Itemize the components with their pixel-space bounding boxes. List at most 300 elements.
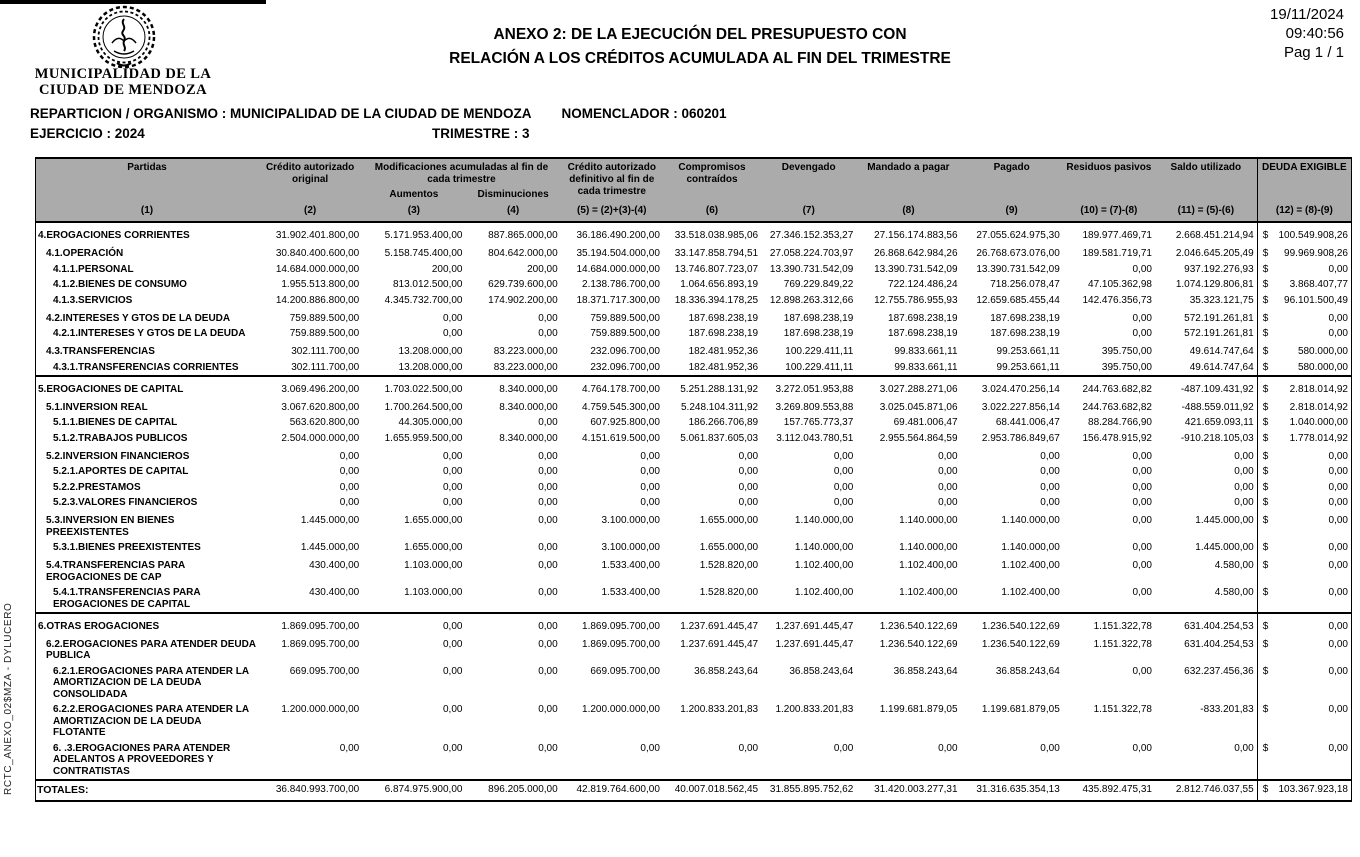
amount-cell: 1.237.691.445,47 xyxy=(775,620,854,632)
amount-cell: 1.236.540.122,69 xyxy=(879,638,958,650)
currency-symbol: $ xyxy=(1262,279,1269,290)
currency-symbol: $ xyxy=(1262,346,1269,357)
partida-label: 5.1.INVERSION REAL xyxy=(46,401,148,413)
report-code-vertical: RCTC_ANEXO_02$MZA - DYLUCERO xyxy=(3,602,14,795)
amount-cell: 759.889.500,00 xyxy=(289,312,360,324)
amount-cell: 1.528.820,00 xyxy=(699,560,759,571)
amount-cell: 0,00 xyxy=(538,328,558,339)
report-info-line2 xyxy=(30,126,730,141)
amount-cell: 1.151.322,78 xyxy=(1093,638,1152,650)
partida-label: 6.2.1.EROGACIONES PARA ATENDER LA AMORTIZACION DE LA DEUDA CONSOLIDADA xyxy=(53,665,249,700)
amount-cell: 0,00 xyxy=(1132,328,1152,339)
amount-cell: -910.218.105,03 xyxy=(1180,432,1254,444)
deuda-exigible-cell xyxy=(1257,292,1351,308)
col-header-compromisos: Compromisos contraídos xyxy=(663,158,761,201)
deuda-amount: 0,00 xyxy=(1328,587,1348,598)
amount-cell: 49.614.747,64 xyxy=(1189,346,1254,357)
amount-cell: 563.620.800,00 xyxy=(289,417,360,428)
amount-cell: 0,00 xyxy=(1132,450,1152,462)
amount-cell: 200,00 xyxy=(431,263,463,275)
deuda-exigible-cell xyxy=(1257,277,1351,293)
table-row xyxy=(36,308,1352,326)
col-header-saldo: Saldo utilizado xyxy=(1155,158,1257,201)
amount-cell: 607.925.800,00 xyxy=(590,417,660,428)
amount-cell: 1.869.095.700,00 xyxy=(281,620,360,632)
amount-cell: 99.833.661,11 xyxy=(856,359,960,376)
amount-cell: 0,00 xyxy=(339,742,360,754)
amount-cell: 244.763.682,82 xyxy=(1082,401,1152,413)
amount-cell: 27.156.174.883,56 xyxy=(874,230,958,241)
deuda-exigible-cell xyxy=(1257,261,1351,277)
amount-cell: 0,00 xyxy=(443,450,463,462)
col-header-credito-original: Crédito autorizado original xyxy=(258,158,362,201)
amount-cell: 83.223.000,00 xyxy=(465,359,560,376)
amount-cell: 421.659.093,11 xyxy=(1184,417,1254,428)
currency-symbol: $ xyxy=(1262,620,1269,632)
amount-cell: 0,00 xyxy=(1132,542,1152,553)
org-name xyxy=(14,66,232,98)
deuda-exigible-cell xyxy=(1257,495,1351,511)
amount-cell: 1.955.513.800,00 xyxy=(281,279,360,290)
amount-cell: 186.266.706,89 xyxy=(688,417,759,428)
deuda-exigible-cell xyxy=(1257,359,1351,376)
deuda-amount: 0,00 xyxy=(1328,742,1348,754)
amount-cell: 0,00 xyxy=(1063,585,1155,613)
col-num-12: (12) = (8)-(9) xyxy=(1257,201,1351,222)
total-amount-cell: 42.819.764.600,00 xyxy=(561,780,663,801)
col-num-2: (2) xyxy=(258,201,362,222)
currency-symbol: $ xyxy=(1262,328,1269,339)
amount-cell: 395.750,00 xyxy=(1063,359,1155,376)
amount-cell: 302.111.700,00 xyxy=(258,359,362,376)
currency-symbol: $ xyxy=(1262,312,1269,324)
amount-cell: 0,00 xyxy=(538,704,558,715)
amount-cell: 0,00 xyxy=(538,497,558,508)
col-num-9: (9) xyxy=(961,201,1063,222)
amount-cell: 669.095.700,00 xyxy=(590,665,660,677)
partida-label: 4.1.1.PERSONAL xyxy=(53,263,134,275)
total-amount-cell: 36.840.993.700,00 xyxy=(258,780,362,801)
amount-cell: 0,00 xyxy=(538,742,558,754)
table-row xyxy=(36,446,1352,464)
deuda-amount: 0,00 xyxy=(1328,542,1348,553)
amount-cell: 200,00 xyxy=(527,263,558,275)
amount-cell: -487.109.431,92 xyxy=(1180,383,1254,395)
amount-cell: 0,00 xyxy=(538,560,558,571)
totals-row xyxy=(36,780,1352,801)
deuda-amount: 0,00 xyxy=(1328,450,1348,462)
report-title-line1: ANEXO 2: DE LA EJECUCIÓN DEL PRESUPUESTO CON xyxy=(493,26,907,43)
partida-label: 5.4.TRANSFERENCIAS PARA EROGACIONES DE CAP xyxy=(46,560,185,583)
amount-cell: 36.858.243,64 xyxy=(995,665,1060,677)
table-header xyxy=(36,158,1352,222)
amount-cell: 629.739.600,00 xyxy=(488,279,558,290)
amount-cell: 1.655.000,00 xyxy=(699,542,759,553)
partida-label: 5.2.2.PRESTAMOS xyxy=(53,481,141,493)
currency-symbol: $ xyxy=(1262,704,1269,715)
amount-cell: 759.889.500,00 xyxy=(590,328,660,339)
deuda-exigible-cell xyxy=(1257,780,1351,801)
deuda-exigible-cell xyxy=(1257,634,1351,664)
amount-cell: 187.698.238,19 xyxy=(990,312,1060,324)
amount-cell: 1.102.400,00 xyxy=(1001,560,1060,571)
amount-cell: 244.763.682,82 xyxy=(1082,383,1152,395)
amount-cell: 1.655.000,00 xyxy=(699,515,759,526)
amount-cell: 0,00 xyxy=(1234,497,1254,508)
partida-label: 5.2.1.APORTES DE CAPITAL xyxy=(53,466,189,477)
amount-cell: 430.400,00 xyxy=(309,560,360,571)
amount-cell: 5.248.104.311,92 xyxy=(681,401,759,413)
amount-cell: 182.481.952,36 xyxy=(688,346,759,357)
currency-symbol: $ xyxy=(1262,294,1269,306)
deuda-amount: 0,00 xyxy=(1328,328,1348,339)
currency-symbol: $ xyxy=(1262,515,1269,526)
amount-cell: 1.140.000,00 xyxy=(794,515,854,526)
amount-cell: 2.504.000.000,00 xyxy=(281,432,360,444)
amount-cell: 36.858.243,64 xyxy=(789,665,854,677)
table-row xyxy=(36,415,1352,431)
partida-label: 4.2.1.INTERESES Y GTOS DE LA DEUDA xyxy=(53,328,246,339)
deuda-exigible-cell xyxy=(1257,740,1351,780)
amount-cell: 0,00 xyxy=(938,466,958,477)
currency-symbol: $ xyxy=(1262,248,1269,259)
table-row xyxy=(36,663,1352,702)
table-row xyxy=(36,464,1352,480)
col-num-4: (4) xyxy=(465,201,560,222)
amount-cell: 0,00 xyxy=(443,704,463,715)
partida-label: 5.1.1.BIENES DE CAPITAL xyxy=(53,417,178,428)
table-row xyxy=(36,702,1352,741)
deuda-exigible-cell xyxy=(1257,308,1351,326)
amount-cell: 1.103.000,00 xyxy=(362,585,465,613)
table-row xyxy=(36,326,1352,342)
amount-cell: 4.151.619.500,00 xyxy=(582,432,660,444)
amount-cell: 0,00 xyxy=(538,312,558,324)
deuda-exigible-cell xyxy=(1257,555,1351,585)
amount-cell: 232.096.700,00 xyxy=(590,346,660,357)
table-row xyxy=(36,495,1352,511)
amount-cell: 3.025.045.871,06 xyxy=(879,401,958,413)
amount-cell: 813.012.500,00 xyxy=(392,279,463,290)
amount-cell: 0,00 xyxy=(443,328,463,339)
amount-cell: 1.533.400,00 xyxy=(561,585,663,613)
amount-cell: 887.865.000,00 xyxy=(488,230,558,241)
amount-cell: 33.518.038.985,06 xyxy=(674,230,759,241)
amount-cell: 0,00 xyxy=(538,466,558,477)
partida-label: 5.2.INVERSION FINANCIEROS xyxy=(46,450,190,462)
amount-cell: 2.668.451.214,94 xyxy=(1175,230,1254,241)
deuda-amount: 0,00 xyxy=(1328,620,1348,632)
amount-cell: 0,00 xyxy=(538,515,558,526)
col-header-partidas: Partidas xyxy=(36,158,259,201)
amount-cell: 1.700.264.500,00 xyxy=(384,401,463,413)
amount-cell: 0,00 xyxy=(339,450,360,462)
amount-cell: 47.105.362,98 xyxy=(1088,279,1152,290)
amount-cell: 3.069.496.200,00 xyxy=(281,383,360,395)
deuda-exigible-cell xyxy=(1257,397,1351,415)
amount-cell: 1.445.000,00 xyxy=(300,542,360,553)
amount-cell: 8.340.000,00 xyxy=(499,383,558,395)
amount-cell: 1.200.000.000,00 xyxy=(582,704,660,715)
amount-cell: 0,00 xyxy=(443,497,463,508)
amount-cell: 187.698.238,19 xyxy=(688,328,759,339)
col-num-3: (3) xyxy=(362,201,465,222)
partida-label: 5.3.1.BIENES PREEXISTENTES xyxy=(53,542,201,553)
partida-label: 4.2.INTERESES Y GTOS DE LA DEUDA xyxy=(46,312,231,324)
deuda-amount: 580.000,00 xyxy=(1297,346,1348,357)
table-row xyxy=(36,341,1352,359)
amount-cell: 14.684.000.000,00 xyxy=(275,263,360,275)
total-amount-cell: 896.205.000,00 xyxy=(465,780,560,801)
amount-cell: 13.390.731.542,09 xyxy=(769,263,854,275)
amount-cell: 1.102.400,00 xyxy=(761,585,856,613)
table-row xyxy=(36,510,1352,540)
amount-cell: 1.200.833.201,83 xyxy=(775,704,854,715)
total-amount-cell: 435.892.475,31 xyxy=(1063,780,1155,801)
amount-cell: 0,00 xyxy=(640,481,660,493)
table-row xyxy=(36,376,1352,397)
deuda-exigible-cell xyxy=(1257,446,1351,464)
deuda-amount: 1.040.000,00 xyxy=(1289,417,1348,428)
deuda-exigible-cell xyxy=(1257,376,1351,397)
amount-cell: 13.390.731.542,09 xyxy=(976,263,1060,275)
amount-cell: 631.404.254,53 xyxy=(1184,620,1254,632)
amount-cell: 0,00 xyxy=(1040,450,1060,462)
currency-symbol: $ xyxy=(1262,784,1269,795)
table-row xyxy=(36,479,1352,495)
amount-cell: 68.441.006,47 xyxy=(995,417,1060,428)
amount-cell: 99.253.661,11 xyxy=(961,359,1063,376)
amount-cell: 4.759.545.300,00 xyxy=(582,401,660,413)
deuda-amount: 100.549.908,26 xyxy=(1278,230,1348,241)
amount-cell: 0,00 xyxy=(1132,665,1152,677)
amount-cell: 5.171.953.400,00 xyxy=(384,230,463,241)
deuda-amount: 2.818.014,92 xyxy=(1289,401,1348,413)
col-header-residuos: Residuos pasivos xyxy=(1063,158,1155,201)
amount-cell: 0,00 xyxy=(1234,742,1254,754)
col-header-modificaciones-group: Modificaciones acumuladas al fin de cada trimestre xyxy=(362,158,560,186)
amount-cell: 157.765.773,37 xyxy=(783,417,854,428)
total-amount-cell: 6.874.975.900,00 xyxy=(362,780,465,801)
amount-cell: 0,00 xyxy=(1132,497,1152,508)
currency-symbol: $ xyxy=(1262,230,1269,241)
total-amount-cell: 2.812.746.037,55 xyxy=(1155,780,1257,801)
amount-cell: 669.095.700,00 xyxy=(289,665,360,677)
currency-symbol: $ xyxy=(1262,542,1269,553)
deuda-amount: 96.101.500,49 xyxy=(1284,294,1348,306)
amount-cell: 3.112.043.780,51 xyxy=(776,432,854,444)
amount-cell: -488.559.011,92 xyxy=(1181,401,1254,413)
deuda-amount: 580.000,00 xyxy=(1297,361,1348,373)
deuda-amount: 103.367.923,18 xyxy=(1278,784,1348,795)
deuda-amount: 0,00 xyxy=(1328,312,1348,324)
amount-cell: 0,00 xyxy=(1132,263,1152,275)
table-row xyxy=(36,540,1352,556)
partida-label: 6.2.2.EROGACIONES PARA ATENDER LA AMORTIZACION DE LA DEUDA FLOTANTE xyxy=(53,704,249,738)
amount-cell: 5.158.745.400,00 xyxy=(384,248,463,259)
table-row xyxy=(36,261,1352,277)
amount-cell: 0,00 xyxy=(538,620,558,632)
amount-cell: 8.340.000,00 xyxy=(499,401,558,413)
amount-cell: 0,00 xyxy=(1132,312,1152,324)
deuda-amount: 0,00 xyxy=(1328,638,1348,650)
amount-cell: 0,00 xyxy=(443,620,463,632)
amount-cell: 0,00 xyxy=(1132,466,1152,477)
crest-icon xyxy=(84,3,164,75)
amount-cell: 83.223.000,00 xyxy=(493,346,558,357)
partida-label: 6.OTRAS EROGACIONES xyxy=(38,620,160,632)
deuda-exigible-cell xyxy=(1257,702,1351,741)
col-header-deuda: DEUDA EXIGIBLE xyxy=(1257,158,1351,201)
amount-cell: 0,00 xyxy=(938,481,958,493)
amount-cell: 1.237.691.445,47 xyxy=(680,620,759,632)
amount-cell: 0,00 xyxy=(938,497,958,508)
amount-cell: 27.058.224.703,97 xyxy=(769,248,854,259)
partida-label: 5.1.2.TRABAJOS PUBLICOS xyxy=(53,432,188,444)
amount-cell: 0,00 xyxy=(640,742,660,754)
amount-cell: 4.345.732.700,00 xyxy=(384,294,463,306)
amount-cell: 0,00 xyxy=(443,638,463,650)
table-body xyxy=(36,222,1352,780)
partida-label: 6.2.EROGACIONES PARA ATENDER DEUDA PUBLICA xyxy=(46,638,256,661)
currency-symbol: $ xyxy=(1262,638,1269,650)
amount-cell: 0,00 xyxy=(443,481,463,493)
amount-cell: 1.140.000,00 xyxy=(1001,542,1060,553)
col-header-devengado: Devengado xyxy=(761,158,856,201)
amount-cell: 14.200.886.800,00 xyxy=(275,294,360,306)
partida-label: 4.1.2.BIENES DE CONSUMO xyxy=(53,279,187,290)
amount-cell: 13.208.000,00 xyxy=(398,346,463,357)
deuda-exigible-cell xyxy=(1257,243,1351,261)
amount-cell: 232.096.700,00 xyxy=(561,359,663,376)
table-row xyxy=(36,613,1352,634)
col-header-disminuciones: Disminuciones xyxy=(465,186,560,201)
deuda-amount: 0,00 xyxy=(1328,497,1348,508)
amount-cell: 0,00 xyxy=(1234,481,1254,493)
table-row xyxy=(36,292,1352,308)
amount-cell: 1.102.400,00 xyxy=(856,585,960,613)
amount-cell: 1.140.000,00 xyxy=(899,515,958,526)
amount-cell: 174.902.200,00 xyxy=(488,294,558,306)
deuda-amount: 0,00 xyxy=(1328,560,1348,571)
amount-cell: 2.046.645.205,49 xyxy=(1175,248,1254,259)
partida-label: 4.EROGACIONES CORRIENTES xyxy=(38,230,190,241)
amount-cell: 0,00 xyxy=(1132,560,1152,571)
amount-cell: 0,00 xyxy=(339,466,360,477)
amount-cell: 1.869.095.700,00 xyxy=(281,638,360,650)
col-header-pagado: Pagado xyxy=(961,158,1063,201)
amount-cell: 99.833.661,11 xyxy=(894,346,958,357)
amount-cell: 49.614.747,64 xyxy=(1155,359,1257,376)
amount-cell: 0,00 xyxy=(1234,466,1254,477)
amount-cell: 5.061.837.605,03 xyxy=(680,432,759,444)
amount-cell: 0,00 xyxy=(538,450,558,462)
amount-cell: 36.186.490.200,00 xyxy=(576,230,660,241)
amount-cell: 26.768.673.076,00 xyxy=(976,248,1060,259)
amount-cell: 27.055.624.975,30 xyxy=(976,230,1060,241)
currency-symbol: $ xyxy=(1262,481,1269,493)
page-indicator: Pag 1 / 1 xyxy=(1283,44,1344,61)
amount-cell: 1.237.691.445,47 xyxy=(775,638,854,650)
amount-cell: 0,00 xyxy=(1040,497,1060,508)
amount-cell: -833.201,83 xyxy=(1200,704,1254,715)
table-row xyxy=(36,740,1352,780)
amount-cell: 0,00 xyxy=(738,450,759,462)
amount-cell: 1.528.820,00 xyxy=(663,585,761,613)
table-row xyxy=(36,634,1352,664)
report-info-line1 xyxy=(30,106,727,121)
amount-cell: 0,00 xyxy=(443,312,463,324)
amount-cell: 0,00 xyxy=(1040,466,1060,477)
deuda-exigible-cell xyxy=(1257,510,1351,540)
amount-cell: 572.191.261,81 xyxy=(1184,312,1254,324)
amount-cell: 1.103.000,00 xyxy=(404,560,463,571)
amount-cell: 1.445.000,00 xyxy=(300,515,360,526)
total-amount-cell: 31.855.895.752,62 xyxy=(761,780,856,801)
partida-label: 5.3.INVERSION EN BIENES PREEXISTENTES xyxy=(46,515,175,538)
deuda-amount: 99.969.908,26 xyxy=(1284,248,1348,259)
nomenclador-label: NOMENCLADOR : 060201 xyxy=(561,106,727,121)
amount-cell: 0,00 xyxy=(443,466,463,477)
amount-cell: 1.236.540.122,69 xyxy=(879,620,958,632)
amount-cell: 33.147.858.794,51 xyxy=(674,248,759,259)
amount-cell: 36.858.243,64 xyxy=(694,665,759,677)
currency-symbol: $ xyxy=(1262,497,1269,508)
amount-cell: 722.124.486,24 xyxy=(888,279,958,290)
amount-cell: 0,00 xyxy=(538,542,558,553)
partida-label: 4.1.3.SERVICIOS xyxy=(53,294,133,306)
deuda-exigible-cell xyxy=(1257,326,1351,342)
table-row xyxy=(36,397,1352,415)
amount-cell: 156.478.915,92 xyxy=(1082,432,1152,444)
amount-cell: 4.580,00 xyxy=(1214,560,1254,571)
partida-label: 4.1.OPERACIÓN xyxy=(46,248,124,259)
amount-cell: 0,00 xyxy=(339,481,360,493)
partida-label: 4.3.TRANSFERENCIAS xyxy=(46,346,155,357)
currency-symbol: $ xyxy=(1262,587,1269,598)
amount-cell: 142.476.356,73 xyxy=(1082,294,1152,306)
amount-cell: 27.346.152.353,27 xyxy=(769,230,854,241)
amount-cell: 13.208.000,00 xyxy=(362,359,465,376)
currency-symbol: $ xyxy=(1262,432,1269,444)
amount-cell: 3.027.288.271,06 xyxy=(879,383,958,395)
amount-cell: 4.764.178.700,00 xyxy=(582,383,660,395)
col-num-10: (10) = (7)-(8) xyxy=(1063,201,1155,222)
table-row xyxy=(36,277,1352,293)
amount-cell: 8.340.000,00 xyxy=(499,432,558,444)
deuda-exigible-cell xyxy=(1257,464,1351,480)
amount-cell: 1.199.681.879,05 xyxy=(879,704,958,715)
currency-symbol: $ xyxy=(1262,263,1269,275)
col-num-8: (8) xyxy=(856,201,960,222)
amount-cell: 0,00 xyxy=(538,417,558,428)
amount-cell: 0,00 xyxy=(1132,515,1152,526)
amount-cell: 31.902.401.800,00 xyxy=(275,230,360,241)
ejercicio-label: EJERCICIO : 2024 xyxy=(30,126,145,141)
amount-cell: 0,00 xyxy=(738,466,759,477)
amount-cell: 2.953.786.849,67 xyxy=(981,432,1060,444)
amount-cell: 18.336.394.178,25 xyxy=(674,294,759,306)
deuda-exigible-cell xyxy=(1257,430,1351,446)
amount-cell: 395.750,00 xyxy=(1101,346,1152,357)
amount-cell: 12.755.786.955,93 xyxy=(874,294,958,306)
amount-cell: 88.284.766,90 xyxy=(1088,417,1152,428)
amount-cell: 35.323.121,75 xyxy=(1189,294,1254,306)
col-num-5: (5) = (2)+(3)-(4) xyxy=(561,201,663,222)
amount-cell: 1.102.400,00 xyxy=(794,560,854,571)
amount-cell: 30.840.400.600,00 xyxy=(275,248,360,259)
total-amount-cell: 31.316.635.354,13 xyxy=(961,780,1063,801)
